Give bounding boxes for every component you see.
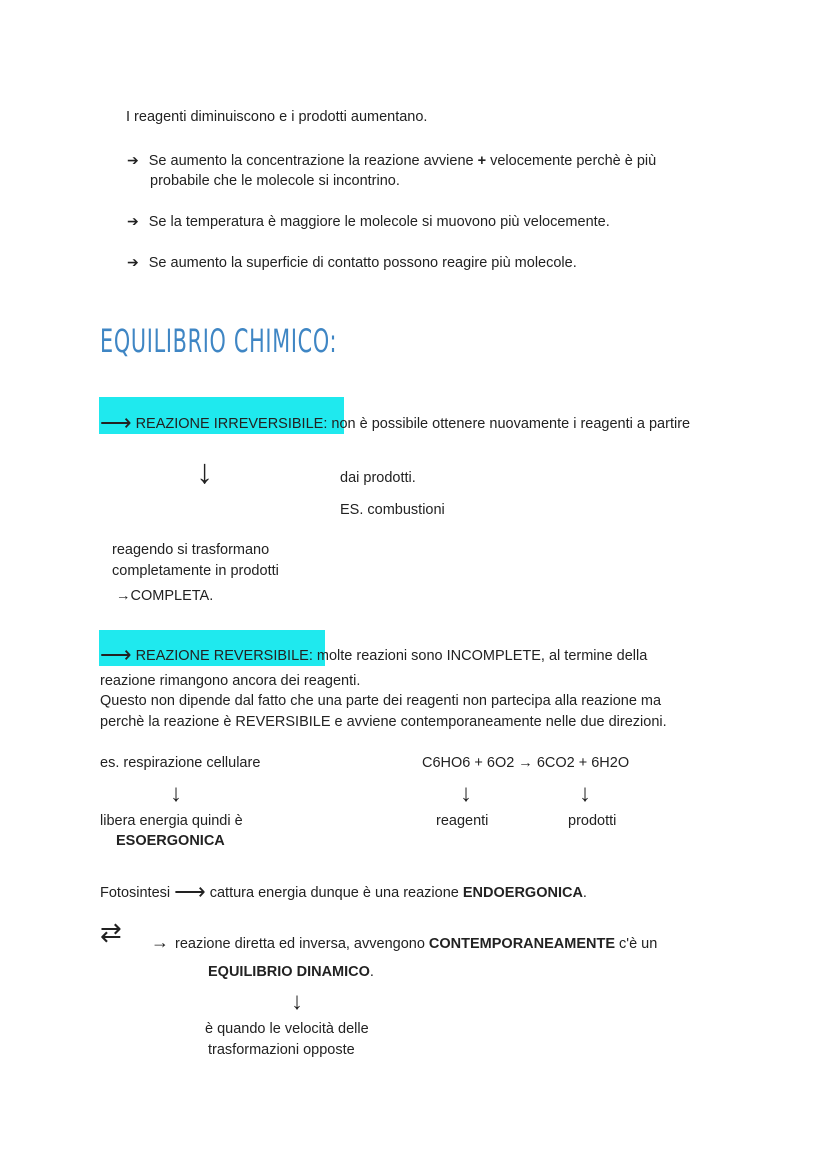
equilibrium-def2: trasformazioni opposte xyxy=(208,1042,355,1058)
down-arrow-icon: ↓ xyxy=(460,780,472,807)
arrow-icon: → xyxy=(151,932,169,952)
equilibrium-line: → reazione diretta ed inversa, avvengono CONTEMPORANEAMENTE c'è un xyxy=(151,932,658,952)
bullet-2: ➔ Se la temperatura è maggiore le molecole si muovono più velocemente. xyxy=(127,213,610,230)
irreversible-example: ES. combustioni xyxy=(340,502,445,518)
down-arrow-icon: ↓ xyxy=(291,988,303,1015)
reversible-text: molte reazioni sono INCOMPLETE, al termine della xyxy=(316,648,648,664)
reversible-line2: reazione rimangono ancora dei reagenti. xyxy=(100,673,361,689)
irreversible-complete: →COMPLETA. xyxy=(116,588,214,604)
equilibrium-arrows-icon: ⇄ xyxy=(100,917,122,947)
irreversible-line xyxy=(100,410,691,435)
arrow-bullet-icon: ➔ xyxy=(127,152,139,168)
bullet-1-line2: probabile che le molecole si incontrino. xyxy=(150,173,400,189)
irreversible-text: non è possibile ottenere nuovamente i reagenti a partire xyxy=(331,416,691,432)
irreversible-note2: completamente in prodotti xyxy=(112,563,279,579)
down-arrow-icon: ↓ xyxy=(196,453,213,491)
section-heading: EQUILIBRIO CHIMICO: xyxy=(100,322,338,360)
equilibrium-def1: è quando le velocità delle xyxy=(205,1021,369,1037)
respiration-type: ESOERGONICA xyxy=(116,833,225,849)
irreversible-note1: reagendo si trasformano xyxy=(112,542,270,558)
respiration-energy: libera energia quindi è xyxy=(100,813,243,829)
equilibrium-dynamic: EQUILIBRIO DINAMICO. xyxy=(208,964,374,980)
reversible-label: REAZIONE REVERSIBILE: xyxy=(135,648,313,664)
intro-text: I reagenti diminuiscono e i prodotti aumentano. xyxy=(126,109,428,125)
bullet-3: ➔ Se aumento la superficie di contatto possono reagire più molecole. xyxy=(127,254,577,271)
down-arrow-icon: ↓ xyxy=(170,780,182,807)
photosynthesis-line: Fotosintesi ⟶ cattura energia dunque è una reazione ENDOERGONICA. xyxy=(100,879,587,904)
irreversible-cont: dai prodotti. xyxy=(340,470,416,486)
bullet-1: ➔ Se aumento la concentrazione la reazione avviene + velocemente perchè è più xyxy=(127,152,657,169)
reversible-line4: perchè la reazione è REVERSIBILE e avviene contemporaneamente nelle due direzioni. xyxy=(100,714,667,730)
respiration-example: es. respirazione cellulare xyxy=(100,755,261,771)
reversible-line xyxy=(100,642,648,667)
reversible-line3: Questo non dipende dal fatto che una parte dei reagenti non partecipa alla reazione ma xyxy=(100,693,662,709)
reagents-label: reagenti xyxy=(436,813,489,829)
long-arrow-icon: ⟶ xyxy=(174,879,206,904)
arrow-bullet-icon: ➔ xyxy=(127,213,139,229)
products-label: prodotti xyxy=(568,813,617,829)
down-arrow-icon: ↓ xyxy=(579,780,591,807)
long-arrow-icon: ⟶ xyxy=(100,642,132,667)
irreversible-label: REAZIONE IRREVERSIBILE: xyxy=(135,416,328,432)
arrow-bullet-icon: ➔ xyxy=(127,254,139,270)
long-arrow-icon: ⟶ xyxy=(100,410,132,435)
equation: C6HO6 + 6O2 → 6CO2 + 6H2O xyxy=(422,755,630,771)
